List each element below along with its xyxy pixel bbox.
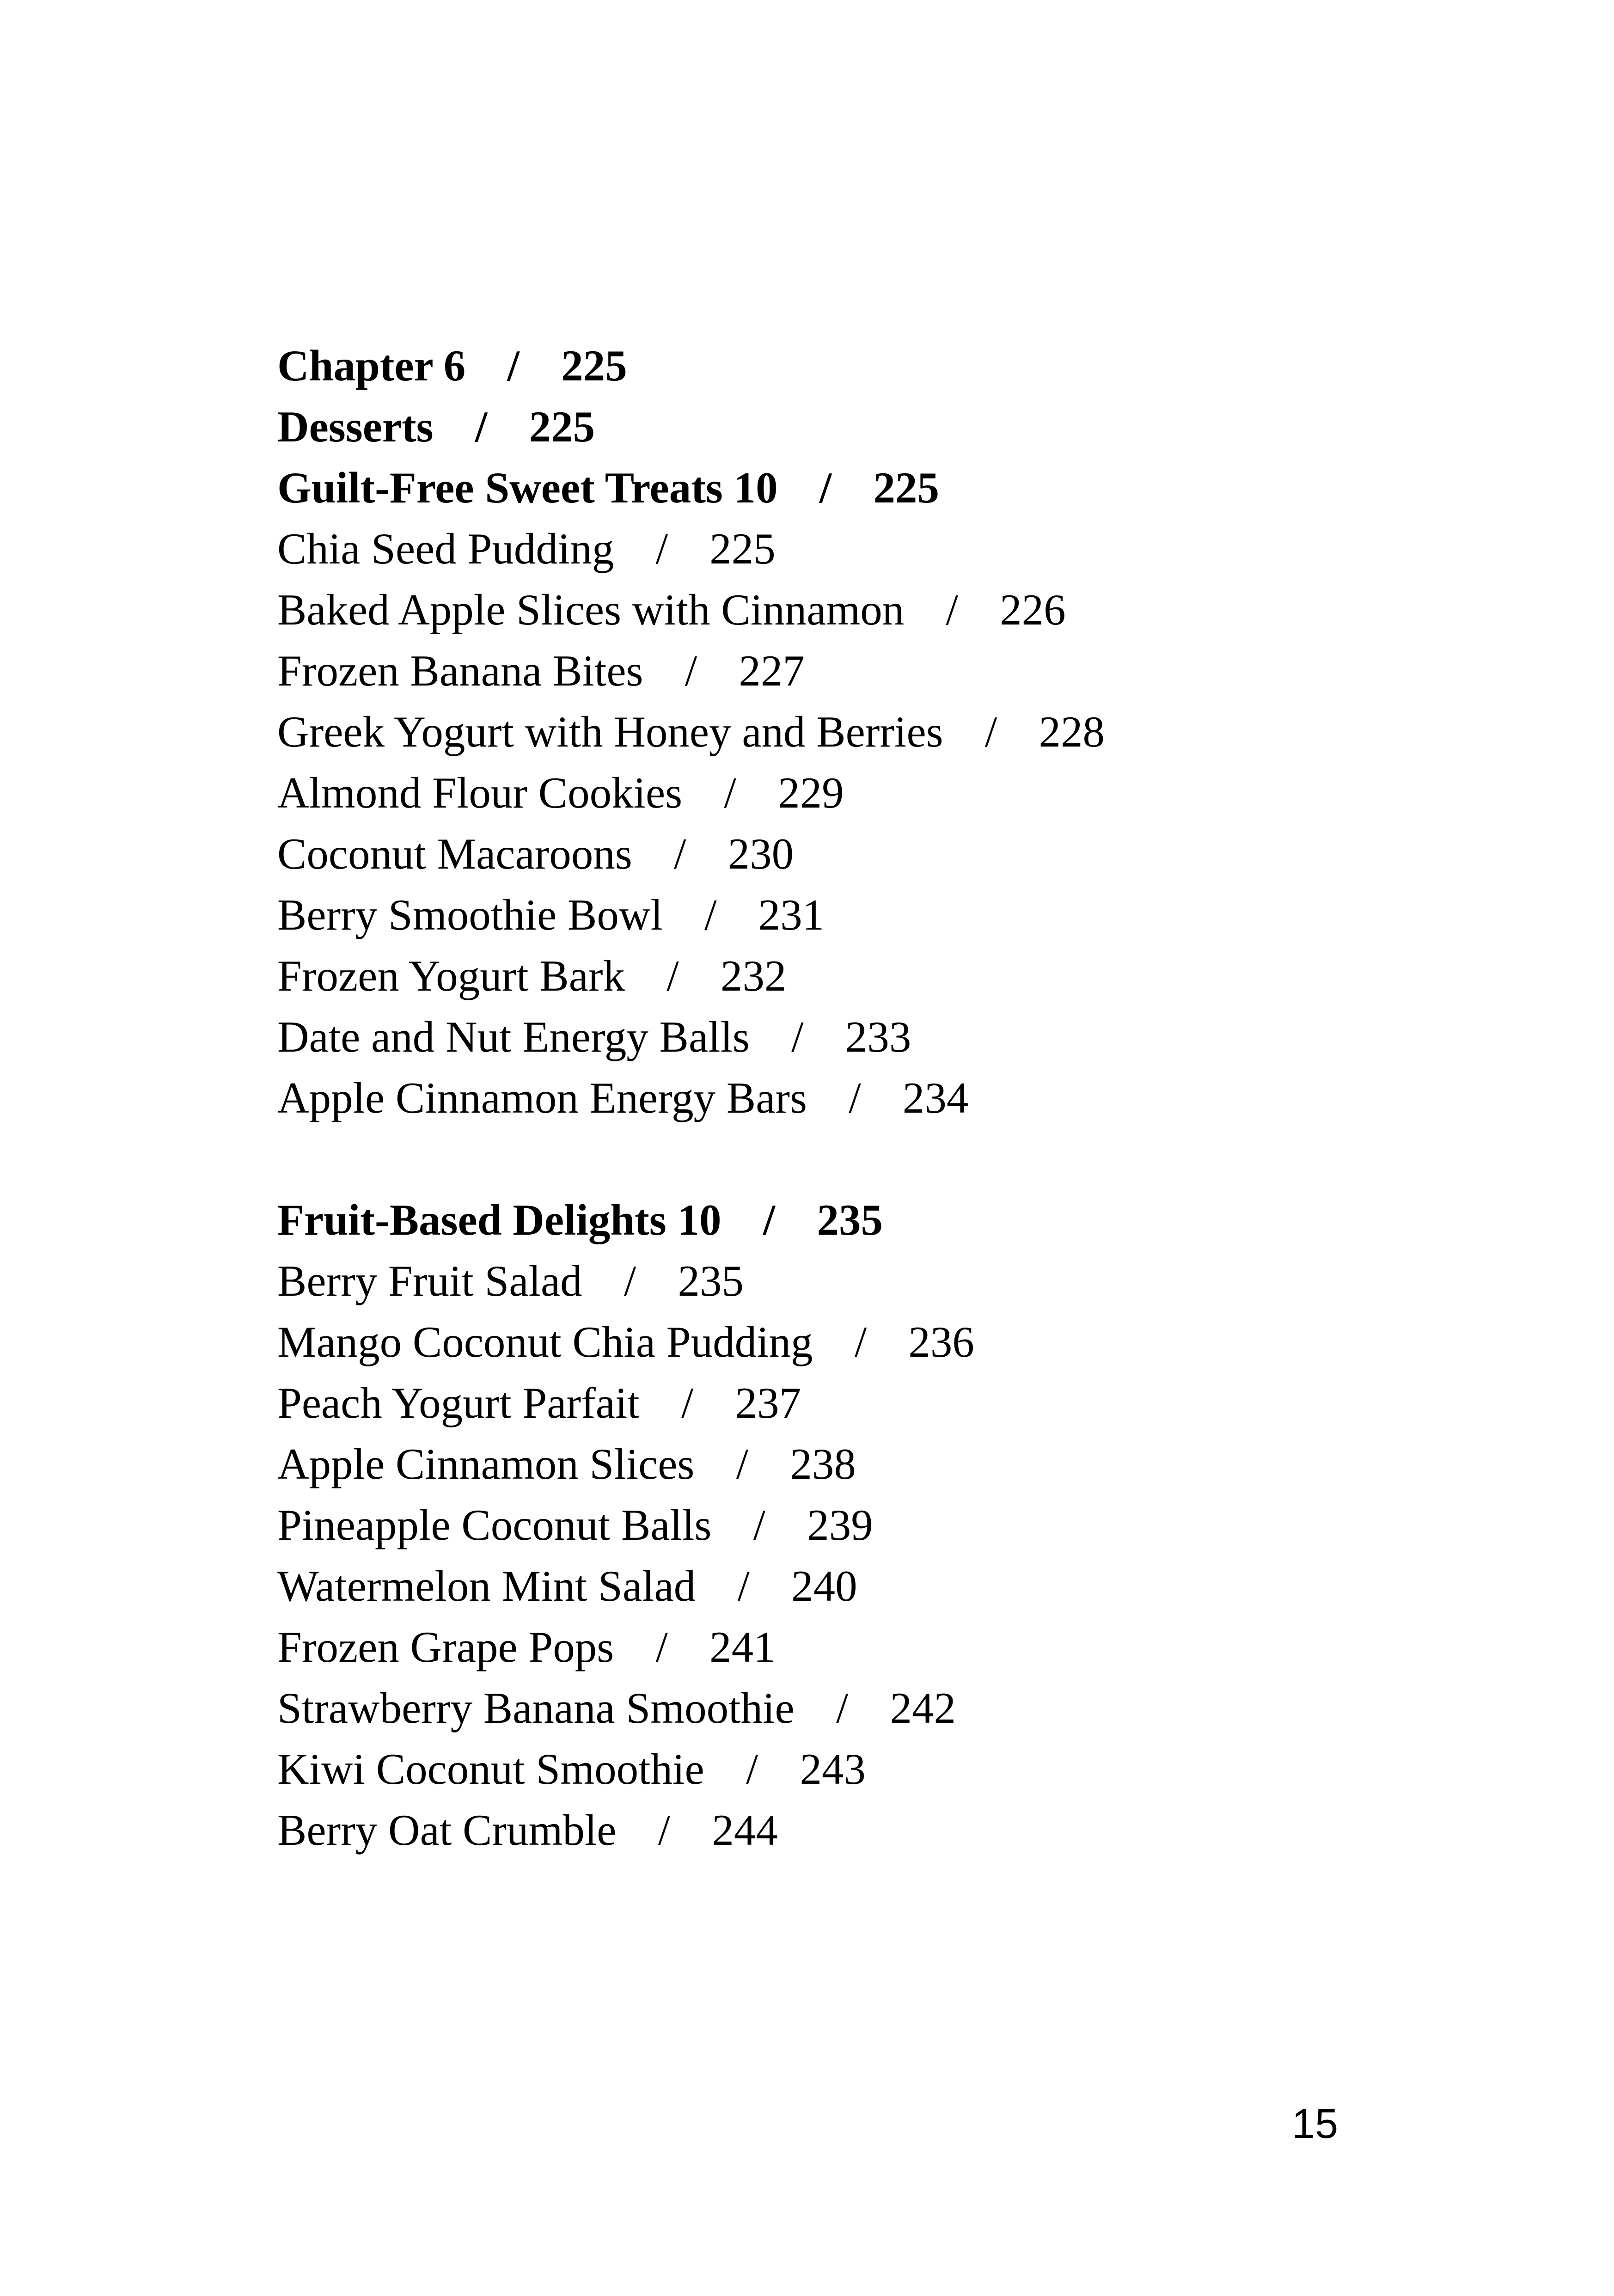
toc-entry bbox=[277, 1616, 1525, 1678]
toc-entry bbox=[277, 640, 1525, 701]
toc-entry-title: Berry Fruit Salad bbox=[277, 1256, 582, 1305]
toc-entry-title: Fruit-Based Delights 10 bbox=[277, 1195, 721, 1244]
toc-entry-page: 227 bbox=[739, 646, 805, 695]
toc-entry-title: Date and Nut Energy Balls bbox=[277, 1012, 750, 1061]
toc-separator: / bbox=[763, 1195, 776, 1244]
toc-separator: / bbox=[737, 1561, 750, 1610]
toc-section-fruit-based bbox=[277, 1189, 1525, 1861]
toc-separator: / bbox=[946, 585, 958, 634]
toc-entry-title: Almond Flour Cookies bbox=[277, 768, 683, 817]
toc-entry bbox=[277, 1250, 1525, 1311]
toc-entry-title: Coconut Macaroons bbox=[277, 829, 632, 878]
toc-entry-title: Greek Yogurt with Honey and Berries bbox=[277, 707, 943, 756]
toc-entry-page: 233 bbox=[845, 1012, 911, 1061]
toc-separator: / bbox=[681, 1378, 694, 1427]
toc-entry-title: Frozen Grape Pops bbox=[277, 1623, 614, 1671]
toc-entry-title: Chapter 6 bbox=[277, 341, 466, 390]
toc-entry-title: Berry Smoothie Bowl bbox=[277, 890, 663, 939]
toc-entry-page: 238 bbox=[790, 1439, 856, 1488]
table-of-contents bbox=[277, 335, 1525, 1861]
toc-entry-title: Apple Cinnamon Energy Bars bbox=[277, 1073, 807, 1122]
toc-entry-title: Watermelon Mint Salad bbox=[277, 1561, 696, 1610]
toc-separator: / bbox=[507, 341, 520, 390]
toc-entry-title: Chia Seed Pudding bbox=[277, 524, 614, 573]
toc-separator: / bbox=[655, 1623, 668, 1671]
toc-separator: / bbox=[624, 1256, 636, 1305]
toc-separator: / bbox=[984, 707, 997, 756]
toc-entry-page: 243 bbox=[800, 1745, 866, 1794]
toc-entry-page: 237 bbox=[735, 1378, 801, 1427]
toc-entry-page: 235 bbox=[678, 1256, 744, 1305]
toc-entry-title: Peach Yogurt Parfait bbox=[277, 1378, 640, 1427]
toc-entry-title: Baked Apple Slices with Cinnamon bbox=[277, 585, 905, 634]
toc-entry bbox=[277, 518, 1525, 579]
toc-entry-page: 226 bbox=[1000, 585, 1066, 634]
toc-entry-page: 236 bbox=[908, 1317, 974, 1366]
toc-separator: / bbox=[836, 1684, 849, 1733]
toc-entry bbox=[277, 823, 1525, 884]
toc-entry bbox=[277, 1372, 1525, 1433]
toc-entry-page: 229 bbox=[778, 768, 844, 817]
toc-entry bbox=[277, 1555, 1525, 1616]
toc-separator: / bbox=[849, 1073, 861, 1122]
toc-entry bbox=[277, 701, 1525, 762]
toc-separator: / bbox=[736, 1439, 749, 1488]
toc-entry-page: 228 bbox=[1039, 707, 1105, 756]
toc-entry-title: Apple Cinnamon Slices bbox=[277, 1439, 695, 1488]
toc-entry bbox=[277, 1006, 1525, 1067]
toc-heading bbox=[277, 1189, 1525, 1250]
toc-entry-page: 225 bbox=[561, 341, 627, 390]
toc-entry bbox=[277, 762, 1525, 823]
toc-heading bbox=[277, 457, 1525, 518]
toc-heading bbox=[277, 396, 1525, 457]
toc-entry-page: 240 bbox=[791, 1561, 857, 1610]
toc-separator: / bbox=[475, 402, 488, 451]
toc-entry-page: 225 bbox=[709, 524, 776, 573]
toc-entry-page: 232 bbox=[720, 951, 787, 1000]
toc-entry-page: 225 bbox=[873, 463, 939, 512]
toc-entry bbox=[277, 1494, 1525, 1555]
section-spacer bbox=[277, 1128, 1525, 1189]
toc-entry-page: 239 bbox=[807, 1500, 873, 1549]
toc-section-guilt-free bbox=[277, 335, 1525, 1128]
toc-entry bbox=[277, 945, 1525, 1006]
toc-entry bbox=[277, 1739, 1525, 1800]
toc-entry-title: Berry Oat Crumble bbox=[277, 1806, 617, 1855]
toc-entry bbox=[277, 1800, 1525, 1861]
toc-entry bbox=[277, 1433, 1525, 1494]
toc-entry-page: 230 bbox=[728, 829, 794, 878]
toc-entry bbox=[277, 884, 1525, 945]
toc-entry-title: Pineapple Coconut Balls bbox=[277, 1500, 712, 1549]
toc-separator: / bbox=[819, 463, 832, 512]
toc-entry-title: Frozen Banana Bites bbox=[277, 646, 643, 695]
toc-entry bbox=[277, 1678, 1525, 1739]
toc-separator: / bbox=[753, 1500, 765, 1549]
toc-entry-title: Desserts bbox=[277, 402, 434, 451]
toc-separator: / bbox=[704, 890, 717, 939]
toc-separator: / bbox=[674, 829, 686, 878]
toc-entry-page: 231 bbox=[758, 890, 825, 939]
toc-separator: / bbox=[658, 1806, 671, 1855]
toc-separator: / bbox=[685, 646, 697, 695]
toc-separator: / bbox=[746, 1745, 758, 1794]
toc-entry bbox=[277, 1311, 1525, 1372]
toc-entry-page: 241 bbox=[709, 1623, 776, 1671]
toc-entry-page: 242 bbox=[890, 1684, 956, 1733]
toc-entry-page: 225 bbox=[529, 402, 595, 451]
toc-entry-title: Kiwi Coconut Smoothie bbox=[277, 1745, 704, 1794]
toc-entry bbox=[277, 1067, 1525, 1128]
toc-separator: / bbox=[666, 951, 679, 1000]
toc-separator: / bbox=[724, 768, 736, 817]
toc-entry-page: 235 bbox=[817, 1195, 883, 1244]
toc-separator: / bbox=[791, 1012, 804, 1061]
toc-separator: / bbox=[655, 524, 668, 573]
toc-entry-title: Mango Coconut Chia Pudding bbox=[277, 1317, 813, 1366]
toc-entry-title: Guilt-Free Sweet Treats 10 bbox=[277, 463, 778, 512]
toc-entry bbox=[277, 579, 1525, 640]
toc-entry-page: 244 bbox=[712, 1806, 778, 1855]
toc-separator: / bbox=[854, 1317, 867, 1366]
toc-entry-page: 234 bbox=[902, 1073, 969, 1122]
toc-heading bbox=[277, 335, 1525, 396]
toc-entry-title: Frozen Yogurt Bark bbox=[277, 951, 625, 1000]
page-number: 15 bbox=[1292, 2101, 1339, 2147]
toc-entry-title: Strawberry Banana Smoothie bbox=[277, 1684, 795, 1733]
